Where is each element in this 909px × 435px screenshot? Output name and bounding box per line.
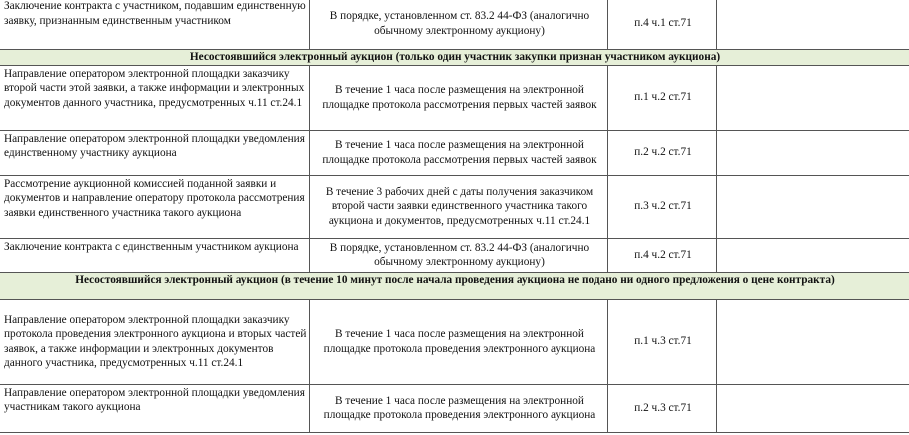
law-reference-cell: п.2 ч.2 ст.71 — [608, 130, 717, 175]
term-cell: В течение 1 часа после размещения на электронной площадке протокола проведения электронного аукциона — [310, 384, 608, 432]
action-cell: Направление оператором электронной площадки уведомления единственному участнику аукциона — [0, 130, 310, 175]
law-reference-cell: п.3 ч.2 ст.71 — [608, 175, 717, 238]
law-reference-cell: п.4 ч.1 ст.71 — [608, 0, 717, 50]
section-title: Несостоявшийся электронный аукцион (только один участник закупки признан участником аукциона) — [0, 50, 909, 66]
empty-cell — [717, 130, 909, 175]
empty-cell — [717, 175, 909, 238]
table-row — [0, 238, 909, 272]
empty-cell — [717, 238, 909, 272]
law-reference-cell: п.1 ч.2 ст.71 — [608, 65, 717, 130]
action-text: Направление оператором электронной площадки заказчику протокола проведения электронного аукциона и вторых частей заявок, а также информации и электронных документов данного участника, предусмотренных ч.11 ст.24.1 — [4, 313, 307, 369]
action-cell: Заключение контракта с участником, подавшим единственную заявку, признанным единственным участником — [0, 0, 310, 50]
table-row — [0, 384, 909, 432]
law-reference-cell: п.1 ч.3 ст.71 — [608, 299, 717, 384]
action-cell: Направление оператором электронной площадки уведомления участникам такого аукциона — [0, 384, 310, 432]
empty-cell — [717, 0, 909, 50]
table-row — [0, 130, 909, 175]
action-cell: Рассмотрение аукционной комиссией поданной заявки и документов и направление оператору протокола рассмотрения заявки единственного участника такого аукциона — [0, 175, 310, 238]
term-cell: В течение 1 часа после размещения на электронной площадке протокола рассмотрения первых частей заявок — [310, 65, 608, 130]
section-header-row — [0, 272, 909, 299]
law-reference-cell: п.2 ч.3 ст.71 — [608, 384, 717, 432]
table-row — [0, 0, 909, 50]
term-cell: В порядке, установленном ст. 83.2 44-ФЗ (аналогично обычному электронному аукциону) — [310, 238, 608, 272]
table-row — [0, 65, 909, 130]
section-header-row — [0, 50, 909, 66]
empty-cell — [717, 65, 909, 130]
action-cell: Заключение контракта с единственным участником аукциона — [0, 238, 310, 272]
action-cell: Направление оператором электронной площадки заказчику второй части этой заявки, а также информации и электронных документов данного участника, предусмотренных ч.11 ст.24.1 — [0, 65, 310, 130]
term-cell: В течение 1 часа после размещения на электронной площадке протокола рассмотрения первых частей заявок — [310, 130, 608, 175]
term-cell: В порядке, установленном ст. 83.2 44-ФЗ (аналогично обычному электронному аукциону) — [310, 0, 608, 50]
term-cell: В течение 3 рабочих дней с даты получения заказчиком второй части заявки единственного участника такого аукциона и документов, предусмотренных ч.11 ст.24.1 — [310, 175, 608, 238]
table-row — [0, 175, 909, 238]
action-cell — [0, 299, 310, 384]
table-row — [0, 299, 909, 384]
law-reference-cell: п.4 ч.2 ст.71 — [608, 238, 717, 272]
empty-cell — [717, 299, 909, 384]
empty-cell — [717, 384, 909, 432]
term-cell: В течение 1 часа после размещения на электронной площадке протокола проведения электронного аукциона — [310, 299, 608, 384]
section-title: Несостоявшийся электронный аукцион (в течение 10 минут после начала проведения аукциона не подано ни одного предложения о цене контракта) — [0, 272, 909, 299]
